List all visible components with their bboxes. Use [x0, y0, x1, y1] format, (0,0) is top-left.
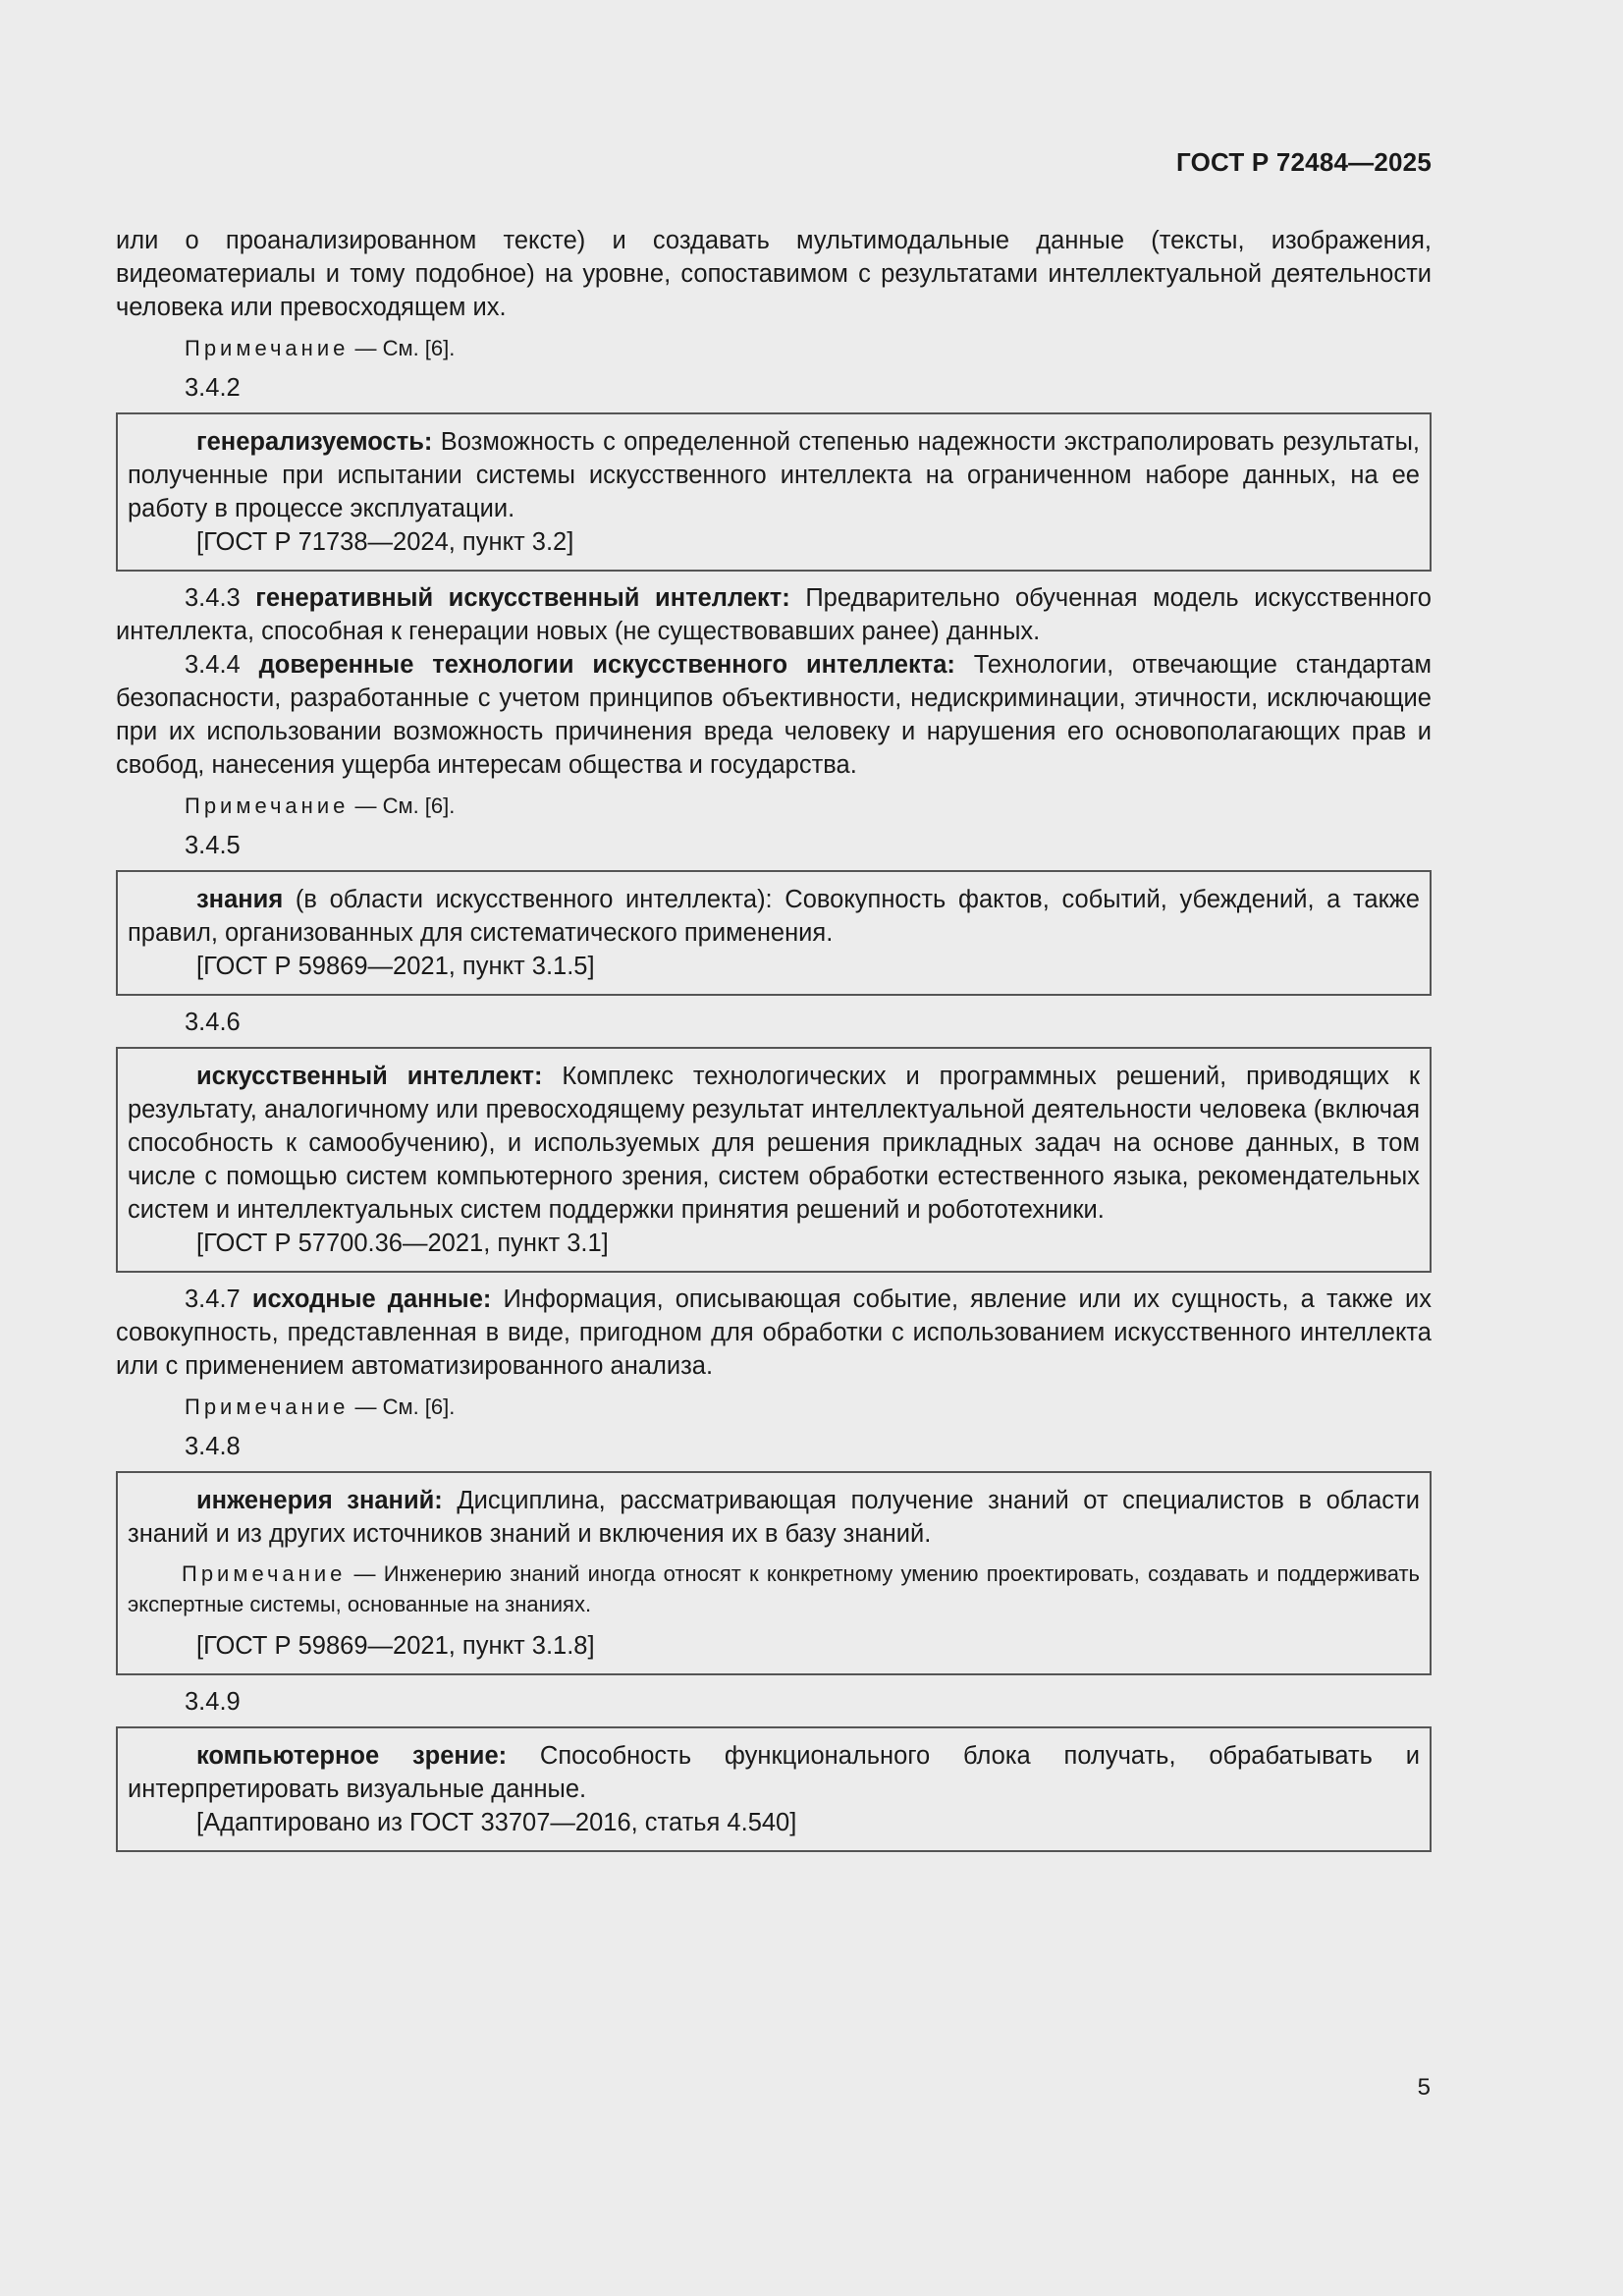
term-name: искусственный интеллект:	[196, 1063, 543, 1090]
term-name: компьютерное зрение:	[196, 1742, 508, 1770]
term-def-text: Технологии, отвечающие стандартам безопасности, разработанные с учетом принципов объективности, недискриминации, этичности, исключающие при их использовании возможность причинения вреда человеку и нарушения его основополагающих прав и свобод, нанесения ущерба интересам общества и государства.	[116, 651, 1432, 779]
term-def-text: Комплекс технологических и программных решений, приводящих к результату, аналогичному или превосходящему результат интеллектуальной деятельности человека (включая способность к самообучению), и используемых для решения прикладных задач на основе данных, в том числе с помощью систем компьютерного зрения, систем обработки естественного языка, рекомендательных систем и интеллектуальных систем поддержки принятия решений и робототехники.	[128, 1063, 1420, 1224]
note-label: Примечание	[185, 793, 350, 818]
note-label: Примечание	[185, 1394, 350, 1419]
term-def-text: Предварительно обученная модель искусственного интеллекта, способная к генерации новых (не существовавших ранее) данных.	[116, 584, 1432, 645]
term-definition	[128, 1060, 1420, 1227]
note-intro	[185, 334, 1432, 363]
document-header: ГОСТ Р 72484—2025	[1176, 147, 1432, 177]
term-definition	[128, 1739, 1420, 1806]
term-3-4-3	[116, 581, 1432, 648]
box-note	[128, 1558, 1420, 1619]
note-text: — См. [6].	[349, 793, 456, 818]
note-text: — См. [6].	[349, 1394, 456, 1419]
term-name: исходные данные:	[251, 1285, 492, 1313]
term-source: [Адаптировано из ГОСТ 33707—2016, статья 4.540]	[196, 1809, 797, 1836]
term-number: 3.4.7	[185, 1285, 241, 1313]
intro-paragraph: или о проанализированном тексте) и создавать мультимодальные данные (тексты, изображения, видеоматериалы и тому подобное) на уровне, сопоставимом с результатами интеллектуальной деятельности человека или превосходящем их.	[116, 227, 1432, 321]
term-box-3-4-2	[116, 412, 1432, 572]
term-source: [ГОСТ Р 59869—2021, пункт 3.1.8]	[196, 1632, 595, 1660]
term-source: [ГОСТ Р 57700.36—2021, пункт 3.1]	[196, 1230, 609, 1257]
term-def-text: Дисциплина, рассматривающая получение знаний от специалистов в области знаний и из других источников знаний и включения их в базу знаний.	[128, 1487, 1420, 1548]
term-definition	[128, 425, 1420, 525]
term-box-3-4-5	[116, 870, 1432, 996]
term-name: доверенные технологии искусственного интеллекта:	[258, 651, 955, 679]
term-def-text: Способность функционального блока получать, обрабатывать и интерпретировать визуальные данные.	[128, 1742, 1420, 1803]
term-box-3-4-8	[116, 1471, 1432, 1675]
term-3-4-7	[116, 1283, 1432, 1383]
term-number-3-4-6: 3.4.6	[185, 1009, 241, 1036]
term-source: [ГОСТ Р 71738—2024, пункт 3.2]	[196, 528, 574, 556]
term-3-4-4	[116, 648, 1432, 782]
page-content	[116, 224, 1432, 1862]
term-definition	[128, 1484, 1420, 1551]
note-label: Примечание	[182, 1561, 347, 1586]
term-number: 3.4.3	[185, 584, 241, 612]
term-number-3-4-9: 3.4.9	[185, 1688, 241, 1716]
note-text: — См. [6].	[349, 336, 456, 360]
term-number-3-4-8: 3.4.8	[185, 1433, 241, 1460]
note-3-4-7	[185, 1393, 1432, 1422]
term-number-3-4-2: 3.4.2	[185, 374, 241, 402]
term-number: 3.4.4	[185, 651, 241, 679]
term-box-3-4-9	[116, 1726, 1432, 1852]
term-number-3-4-5: 3.4.5	[185, 832, 241, 859]
page-number: 5	[1417, 2074, 1431, 2101]
term-def-text: Возможность с определенной степенью надежности экстраполировать результаты, полученные при испытании системы искусственного интеллекта на ограниченном наборе данных, на ее работу в процессе эксплуатации.	[128, 428, 1420, 522]
term-name: знания	[196, 886, 284, 913]
term-name: генеративный искусственный интеллект:	[255, 584, 790, 612]
term-def-text: (в области искусственного интеллекта): Совокупность фактов, событий, убеждений, а также правил, организованных для систематического применения.	[128, 886, 1420, 947]
note-3-4-4	[185, 792, 1432, 821]
note-text: — Инженерию знаний иногда относят к конкретному умению проектировать, создавать и поддерживать экспертные системы, основанные на знаниях.	[128, 1561, 1420, 1616]
term-name: генерализуемость:	[196, 428, 433, 456]
note-label: Примечание	[185, 336, 350, 360]
term-source: [ГОСТ Р 59869—2021, пункт 3.1.5]	[196, 953, 595, 980]
term-def-text: Информация, описывающая событие, явление или их сущность, а также их совокупность, представленная в виде, пригодном для обработки с использованием искусственного интеллекта или с применением автоматизированного анализа.	[116, 1285, 1432, 1380]
term-definition	[128, 883, 1420, 950]
term-name: инженерия знаний:	[196, 1487, 443, 1514]
term-box-3-4-6	[116, 1047, 1432, 1273]
